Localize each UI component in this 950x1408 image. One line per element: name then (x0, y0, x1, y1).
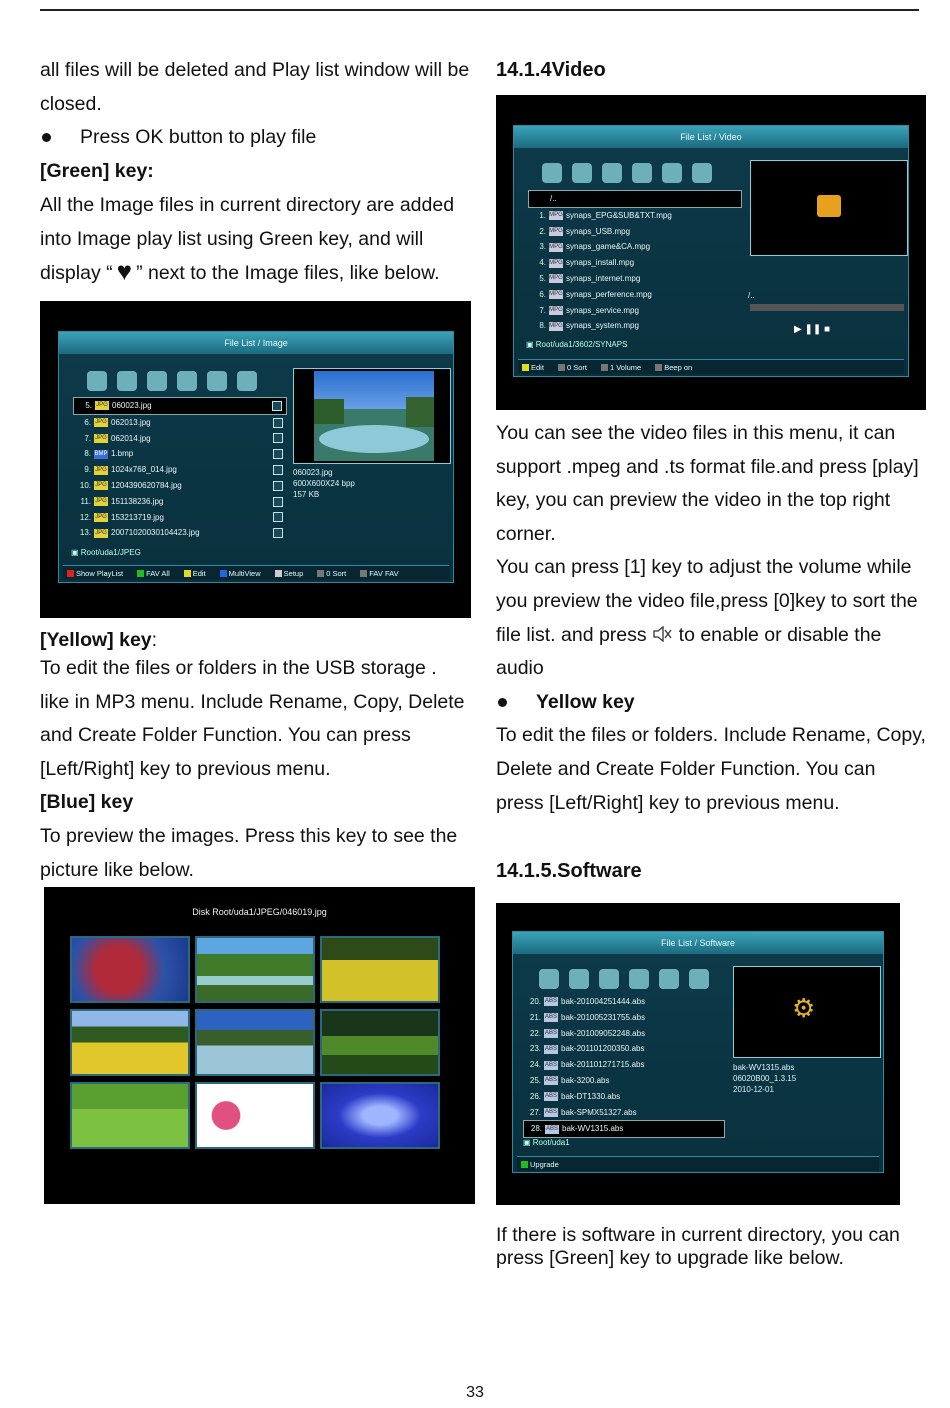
info-line: /.. (748, 291, 755, 300)
footer-key[interactable] (601, 363, 641, 372)
color-key-icon (558, 364, 565, 371)
list-item[interactable] (73, 494, 287, 510)
item-number: 25. (529, 1075, 541, 1085)
file-name: synaps_install.mpg (566, 258, 635, 268)
music-icon (542, 163, 562, 183)
file-type-icon: ABS (544, 1077, 557, 1084)
color-key-icon (184, 570, 191, 577)
current-path: ▣ Root/uda1/JPEG (71, 548, 141, 557)
item-number: 13. (79, 528, 91, 538)
file-type-icon: JPG (95, 419, 107, 426)
file-type-icon: JPG (96, 402, 108, 409)
video-icon (599, 969, 619, 989)
gear-icon (659, 969, 679, 989)
file-type-icon: JPG (95, 434, 107, 441)
file-name: synaps_internet.mpg (566, 273, 641, 283)
software-file-list (523, 994, 725, 1138)
bullet-yellow-key: Yellow key (496, 686, 926, 720)
gear-icon (207, 371, 227, 391)
stb-window (512, 931, 884, 1173)
footer-key-label: FAV FAV (369, 568, 399, 578)
image-icon (117, 371, 137, 391)
item-number: 9. (84, 465, 91, 475)
blue-key-heading: [Blue] key (40, 791, 134, 814)
color-key-icon (275, 570, 282, 577)
list-item[interactable] (73, 478, 287, 494)
info-line: 600X600X24 bpp (293, 479, 355, 488)
file-type-icon: MPG (549, 212, 563, 219)
item-number: 5. (539, 273, 546, 283)
software-section-heading: 14.1.5.Software (496, 860, 642, 882)
music-icon (87, 371, 107, 391)
software-file-list-screenshot (496, 903, 900, 1205)
heart-icon: ♥ (116, 256, 133, 287)
green-key-heading: [Green] key: (40, 159, 154, 182)
video-description: You can see the video files in this menu, it can support .mpeg and .ts format file.and press [play] key, you can preview the video in the top right corner. (496, 422, 919, 545)
window-title: File List / Video (514, 126, 908, 148)
fav-check-icon[interactable] (272, 401, 282, 411)
page-number: 33 (466, 1384, 484, 1401)
video-footer-keys (518, 359, 904, 374)
progress-bar (750, 304, 904, 311)
landscape-preview-image (294, 369, 450, 463)
image-thumbnail-screenshot (44, 887, 475, 1204)
footer-key[interactable] (558, 363, 587, 372)
list-item[interactable] (73, 510, 287, 526)
list-item[interactable] (73, 462, 287, 478)
category-icons (542, 160, 712, 186)
left-column-middle (40, 628, 470, 887)
list-item[interactable] (523, 1089, 725, 1105)
info-line: 060023.jpg (293, 468, 333, 477)
footer-key[interactable] (522, 363, 544, 372)
playback-controls: ▶ ❚❚ ■ (794, 324, 831, 335)
file-type-icon: JPG (95, 529, 107, 536)
list-item[interactable] (73, 525, 287, 541)
software-preview (733, 966, 881, 1058)
info-line: 157 KB (293, 490, 320, 499)
file-name: bak-201009052248.abs (561, 1028, 646, 1038)
music-icon (539, 969, 559, 989)
list-item[interactable] (528, 255, 742, 271)
image-file-list-screenshot (40, 301, 471, 618)
footer-key[interactable] (521, 1160, 559, 1169)
thumbnail-meadow (70, 1082, 190, 1149)
gear-icon: ⚙ (792, 993, 816, 1023)
item-number: 6. (539, 289, 546, 299)
list-item[interactable] (523, 1010, 725, 1026)
item-number: 26. (529, 1091, 541, 1101)
footer-key-label: Setup (283, 568, 304, 578)
fav-check-icon[interactable] (273, 512, 283, 522)
color-key-icon (67, 570, 74, 577)
thumbnail-lake (195, 1009, 315, 1076)
list-item[interactable] (73, 415, 287, 431)
window-title: File List / Image (59, 332, 453, 354)
software-icon (689, 969, 709, 989)
list-item[interactable] (528, 208, 742, 224)
list-item[interactable] (528, 303, 742, 319)
file-name: synaps_system.mpg (566, 321, 639, 331)
info-line: 2010-12-01 (733, 1085, 774, 1094)
thumbnail-coral (70, 936, 190, 1003)
footer-key[interactable] (67, 569, 123, 578)
image-preview (293, 368, 451, 464)
list-item[interactable] (523, 1120, 725, 1138)
fav-check-icon[interactable] (273, 497, 283, 507)
software-footer-keys (517, 1156, 879, 1171)
list-item[interactable] (528, 271, 742, 287)
footer-key-label: MultiView (228, 568, 261, 578)
thumbnail-stream (195, 936, 315, 1003)
item-number: 12. (79, 512, 91, 522)
left-column-top (40, 54, 470, 290)
file-type-icon: JPG (95, 498, 107, 505)
file-name: synaps_service.mpg (566, 305, 639, 315)
list-item[interactable] (73, 397, 287, 415)
item-number: 7. (539, 305, 546, 315)
footer-key-label: Edit (192, 568, 206, 578)
item-number: 24. (529, 1060, 541, 1070)
yellow-key-text: To edit the files or folders in the USB storage . like in MP3 menu. Include Rename, Copy, Delete and Create Folder Function. You can press [Left/Right] key to previous menu. (40, 657, 465, 780)
file-name: bak-WV1315.abs (562, 1124, 624, 1134)
right-column-middle (496, 417, 926, 820)
yellow-key-heading: [Yellow] key: (40, 629, 158, 651)
item-number: 1. (539, 210, 546, 220)
footer-key-label: 1 Volume (609, 362, 642, 372)
window-title: File List / Software (513, 932, 883, 954)
item-number: 20. (529, 997, 541, 1006)
file-name: 1024x768_014.jpg (111, 465, 177, 475)
list-item[interactable] (523, 1041, 725, 1057)
current-path: ▣ Root/uda1/3602/SYNAPS (526, 340, 628, 349)
image-icon (572, 163, 592, 183)
file-name: 153213719.jpg (111, 512, 164, 522)
footer-key-label: Edit (531, 362, 544, 372)
item-number: 28. (530, 1124, 542, 1134)
file-name: 060023.jpg (112, 401, 152, 410)
file-name: bak-201101271715.abs (561, 1060, 645, 1070)
file-name: bak-201005231755.abs (561, 1012, 646, 1022)
footer-key-label: FAV All (146, 568, 170, 578)
item-number: 7. (84, 433, 91, 443)
video-icon (602, 163, 622, 183)
file-type-icon: JPG (95, 466, 107, 473)
blue-key-text: To preview the images. Press this key to see the picture like below. (40, 824, 458, 881)
paragraph-files-deleted: all files will be deleted and Play list window will be closed. (40, 59, 470, 115)
info-line: 06020B00_1.3.15 (733, 1074, 797, 1083)
software-icon (237, 371, 257, 391)
file-type-icon: JPG (95, 482, 107, 489)
item-number: 8. (84, 449, 91, 459)
video-preview (750, 160, 908, 256)
item-number: 22. (529, 1028, 541, 1038)
fav-check-icon[interactable] (273, 449, 283, 459)
item-number: 4. (539, 258, 546, 268)
file-name: 20071020030104423.jpg (111, 528, 200, 538)
file-name: 1204390620784.jpg (111, 480, 182, 490)
color-key-icon (317, 570, 324, 577)
file-type-icon: ABS (544, 1108, 557, 1115)
file-type-icon: ABS (544, 1045, 557, 1052)
stb-window (58, 331, 454, 583)
file-name: bak-DT1330.abs (561, 1091, 621, 1101)
video-icon (147, 371, 167, 391)
top-rule (40, 9, 919, 11)
item-number: 11. (80, 496, 91, 506)
file-type-icon: MPG (549, 227, 563, 234)
video-file-list-screenshot (496, 95, 926, 410)
file-type-icon: ABS (544, 1014, 557, 1021)
item-number: 21. (529, 1012, 541, 1022)
file-name: synaps_EPG&SUB&TXT.mpg (566, 210, 672, 220)
record-icon (177, 371, 197, 391)
file-type-icon: ABS (544, 998, 557, 1005)
color-key-icon (220, 570, 227, 577)
thumbnail-dolphin (320, 1082, 440, 1149)
color-key-icon (522, 364, 529, 371)
image-file-list (73, 397, 287, 541)
current-path: ▣ Root/uda1 (523, 1138, 570, 1147)
file-name: bak-SPMX51327.abs (561, 1107, 637, 1117)
file-type-icon: MPG (549, 291, 563, 298)
list-item[interactable] (528, 287, 742, 303)
image-icon (569, 969, 589, 989)
item-number: 3. (539, 242, 546, 252)
record-icon (632, 163, 652, 183)
fav-check-icon[interactable] (273, 528, 283, 538)
color-key-icon (655, 364, 662, 371)
footer-key-label: Show PlayList (76, 568, 124, 578)
file-type-icon: BMP (94, 450, 108, 457)
file-type-icon: MPG (549, 275, 563, 282)
list-item[interactable] (528, 318, 742, 334)
file-name: synaps_game&CA.mpg (566, 242, 651, 252)
video-file-list (528, 190, 742, 334)
file-name: bak-201101200350.abs (561, 1044, 645, 1054)
fav-check-icon[interactable] (273, 418, 283, 428)
file-type-icon: ABS (544, 1029, 557, 1036)
item-number: 23. (529, 1044, 541, 1054)
record-icon (629, 969, 649, 989)
video-file-icon (817, 195, 841, 217)
file-type-icon: MPG (549, 243, 563, 250)
list-item[interactable] (523, 1057, 725, 1073)
list-item[interactable] (73, 431, 287, 447)
software-description: If there is software in current directory, you can press [Green] key to upgrade like below. (496, 1224, 900, 1269)
color-key-icon (360, 570, 367, 577)
file-name: 062014.jpg (111, 433, 151, 443)
color-key-icon (601, 364, 608, 371)
thumbnail-forest (320, 1009, 440, 1076)
file-name: bak-201004251444.abs (561, 997, 646, 1006)
file-type-icon: ABS (544, 1061, 557, 1068)
list-item[interactable] (73, 446, 287, 462)
info-line: bak-WV1315.abs (733, 1063, 795, 1072)
file-type-icon: MPG (549, 322, 563, 329)
item-number: 10. (79, 480, 91, 490)
footer-key-label: Upgrade (530, 1159, 559, 1169)
file-name: /.. (550, 194, 557, 203)
footer-key[interactable] (275, 569, 304, 578)
file-type-icon: JPG (95, 513, 107, 520)
mute-speaker-icon (653, 620, 673, 636)
list-item[interactable] (528, 190, 742, 208)
footer-key[interactable] (360, 569, 398, 578)
footer-key[interactable] (184, 569, 206, 578)
file-name: 151138236.jpg (111, 496, 164, 506)
footer-key[interactable] (137, 569, 170, 578)
list-item[interactable] (523, 1026, 725, 1042)
image-footer-keys (63, 565, 449, 580)
video-volume-sort-text: You can press [1] key to adjust the volume while you preview the video file,press [0]key to sort the file list. and press to enable or disable the audio (496, 556, 918, 680)
green-key-text: All the Image files in current directory are added into Image play list using Green key, and will display “ ♥ ” next to the Image files, like below. (40, 194, 455, 287)
fav-check-icon[interactable] (273, 433, 283, 443)
item-number: 2. (539, 226, 546, 236)
list-item[interactable] (523, 1105, 725, 1121)
list-item[interactable] (528, 239, 742, 255)
list-item[interactable] (528, 224, 742, 240)
category-icons (539, 966, 709, 992)
stb-window (513, 125, 909, 377)
gear-icon (662, 163, 682, 183)
software-icon (692, 163, 712, 183)
file-name: 1.bmp (111, 449, 134, 459)
thumbnail-title: Disk Root/uda1/JPEG/046019.jpg (192, 907, 327, 917)
yellow-key-description: To edit the files or folders. Include Rename, Copy, Delete and Create Folder Function. You can press [Left/Right] key to previous menu. (496, 724, 926, 814)
footer-key[interactable] (655, 363, 692, 372)
file-type-icon: MPG (549, 259, 563, 266)
item-number: 8. (539, 321, 546, 331)
fav-check-icon[interactable] (273, 465, 283, 475)
fav-check-icon[interactable] (273, 481, 283, 491)
list-item[interactable] (523, 994, 725, 1010)
footer-key-label: 0 Sort (566, 362, 587, 372)
category-icons (87, 368, 257, 394)
file-name: 062013.jpg (111, 417, 151, 427)
color-key-icon (521, 1161, 528, 1168)
footer-key-label: 0 Sort (326, 568, 347, 578)
file-type-icon: MPG (549, 306, 563, 313)
thumbnail-flower-field (70, 1009, 190, 1076)
file-name: bak-3200.abs (561, 1075, 610, 1085)
right-column-top (496, 54, 926, 88)
item-number: 27. (529, 1107, 541, 1117)
footer-key-label: Beep on (664, 362, 693, 372)
thumbnail-yellow-field (320, 936, 440, 1003)
file-name: synaps_perference.mpg (566, 289, 652, 299)
image-info (293, 467, 355, 500)
footer-key[interactable] (317, 569, 346, 578)
file-name: synaps_USB.mpg (566, 226, 631, 236)
item-number: 5. (85, 401, 92, 410)
color-key-icon (137, 570, 144, 577)
video-info (748, 290, 755, 301)
item-number: 6. (84, 417, 91, 427)
footer-key[interactable] (220, 569, 261, 578)
file-type-icon: ABS (544, 1093, 557, 1100)
software-heading-block (496, 855, 926, 889)
software-info (733, 1062, 796, 1095)
file-type-icon: ABS (545, 1125, 558, 1132)
thumbnail-art (195, 1082, 315, 1149)
video-section-heading: 14.1.4Video (496, 59, 606, 81)
list-item[interactable] (523, 1073, 725, 1089)
bullet-press-ok: Press OK button to play file (40, 121, 470, 155)
